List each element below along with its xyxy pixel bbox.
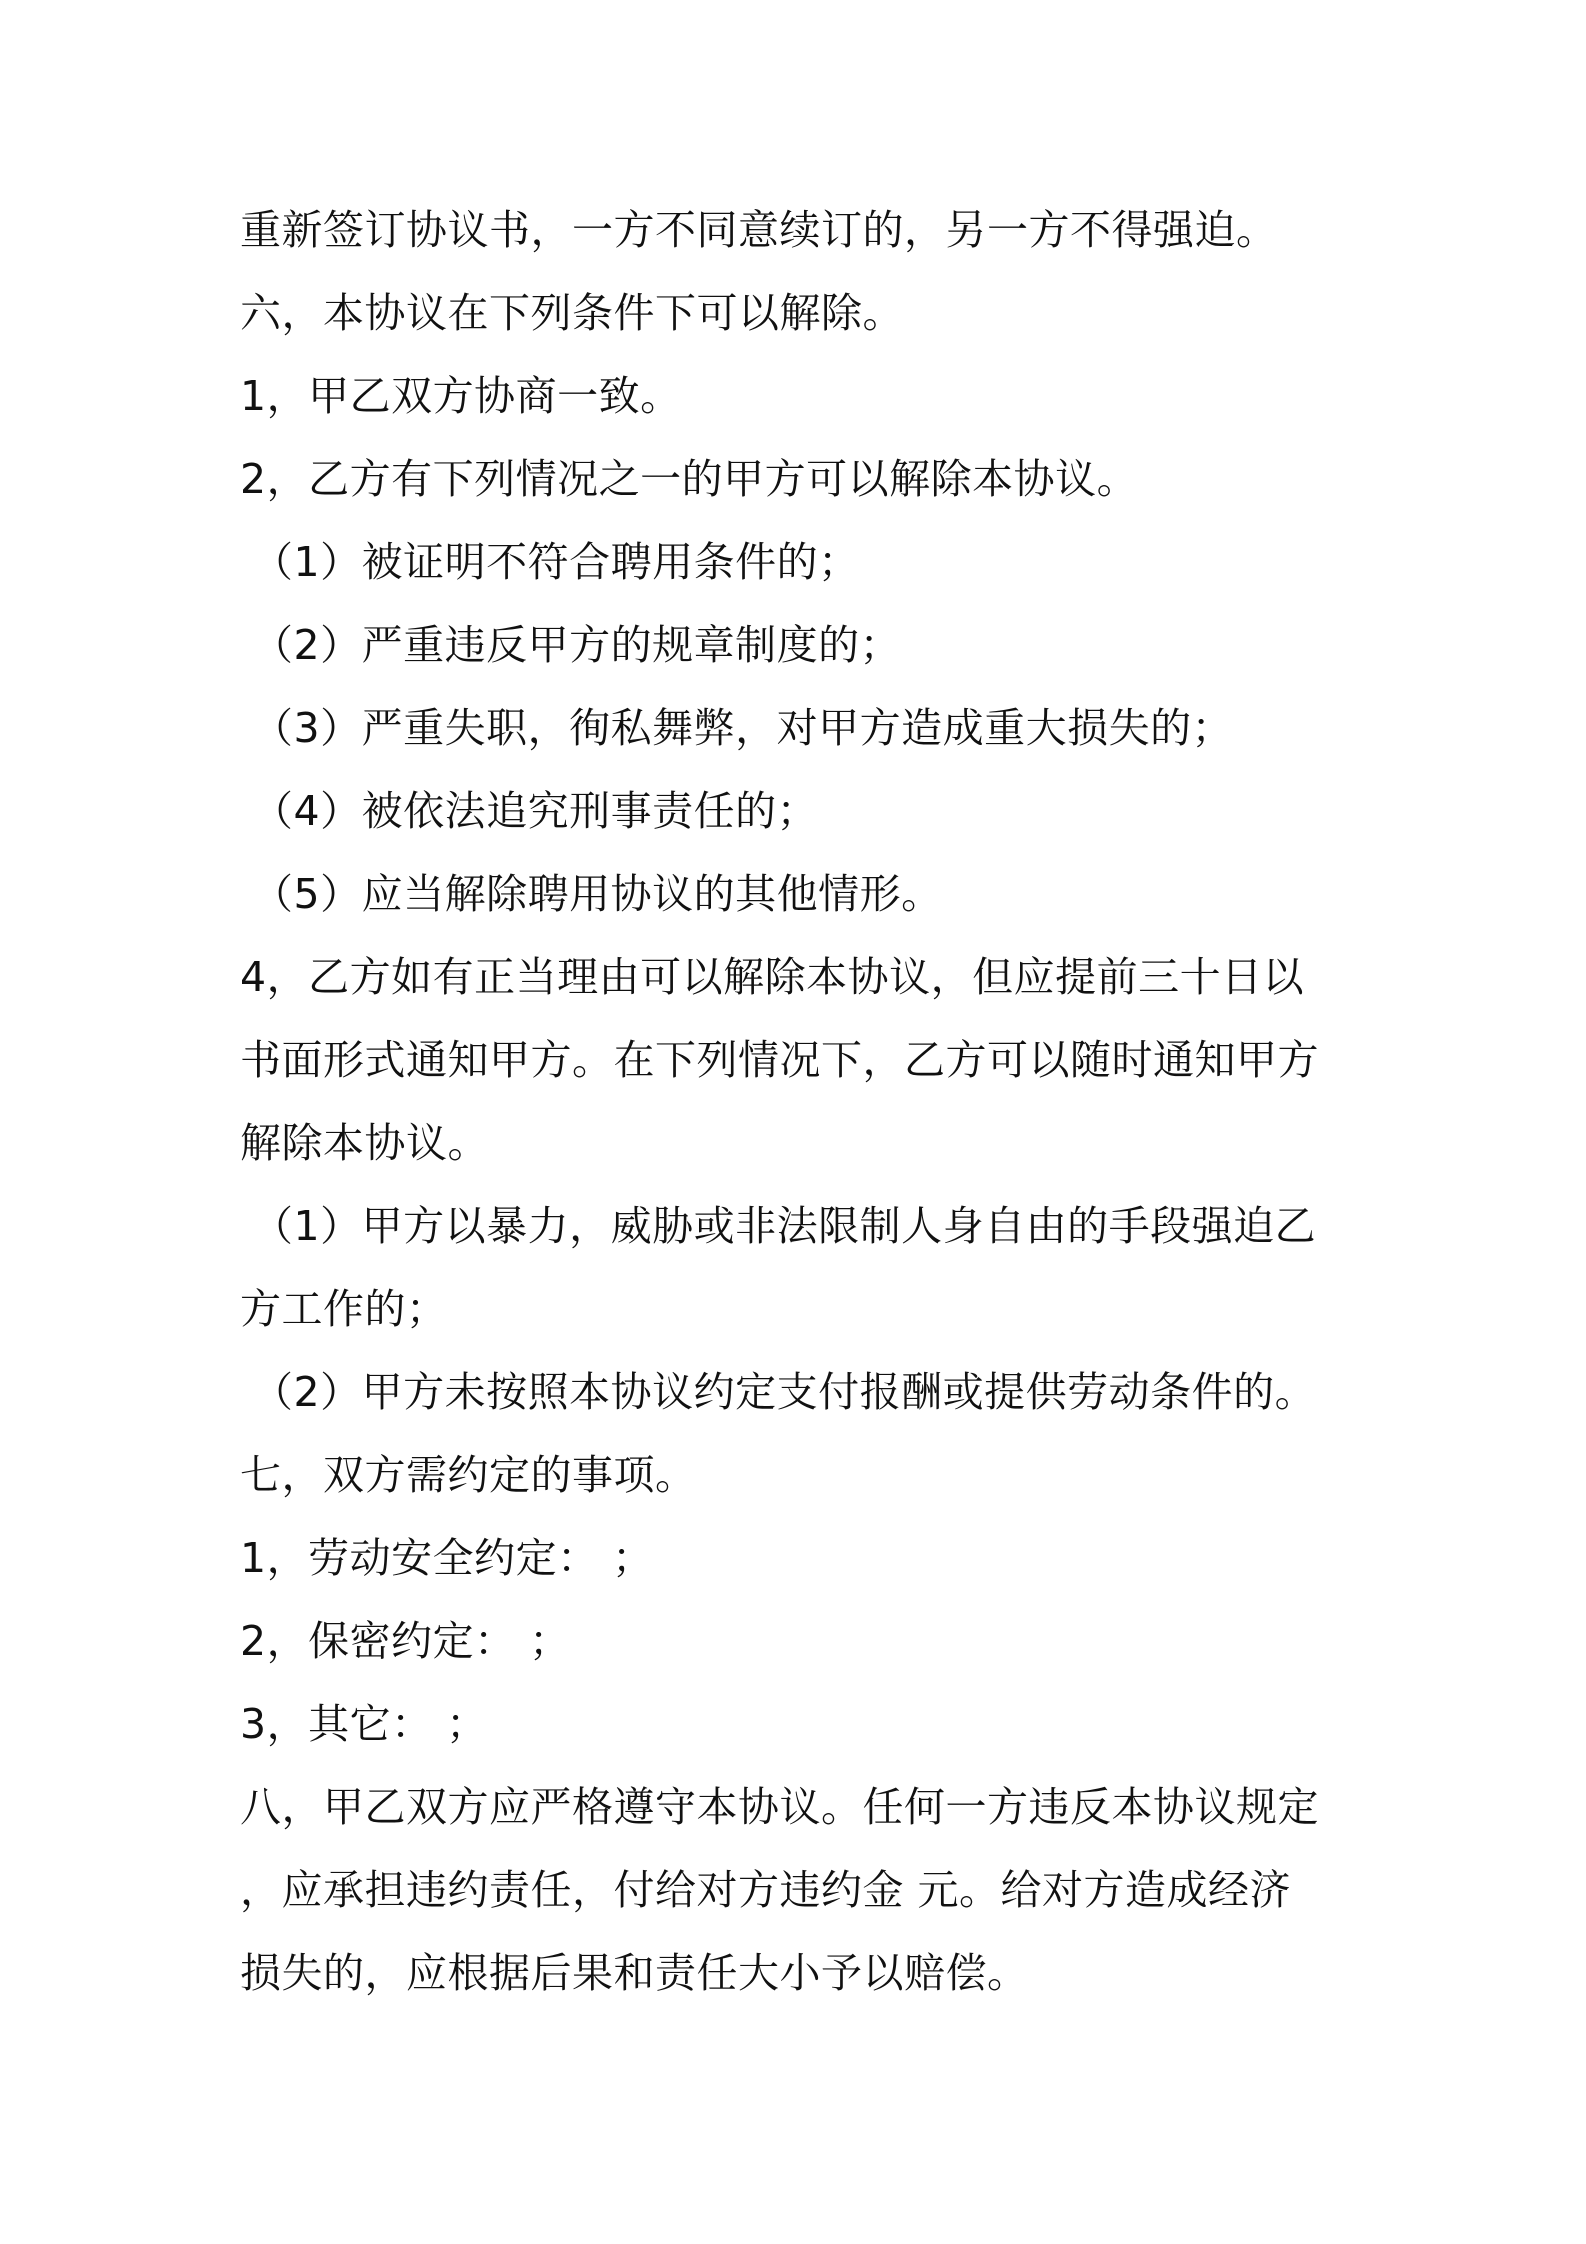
text-line: 损失的，应根据后果和责任大小予以赔偿。	[240, 1949, 1029, 1997]
text-line: 4，乙方如有正当理由可以解除本协议，但应提前三十日以	[240, 953, 1305, 1001]
text-line: 书面形式通知甲方。在下列情况下，乙方可以随时通知甲方	[240, 1036, 1319, 1084]
list-item: （2）严重违反甲方的规章制度的；	[252, 621, 902, 669]
text-line: 方工作的；	[240, 1285, 448, 1333]
text-line: ，应承担违约责任，付给对方违约金 元。给对方造成经济	[240, 1866, 1292, 1914]
text-line: 1，甲乙双方协商一致。	[240, 372, 682, 420]
text-line: 1，劳动安全约定： ；	[240, 1534, 654, 1582]
section-heading: 七，双方需约定的事项。	[240, 1451, 697, 1499]
list-item: （1）甲方以暴力，威胁或非法限制人身自由的手段强迫乙	[252, 1202, 1317, 1250]
text-line: 2，保密约定： ；	[240, 1617, 571, 1665]
text-line: 重新签订协议书，一方不同意续订的，另一方不得强迫。	[240, 206, 1278, 254]
section-heading: 八，甲乙双方应严格遵守本协议。任何一方违反本协议规定	[240, 1783, 1319, 1831]
section-heading: 六，本协议在下列条件下可以解除。	[240, 289, 904, 337]
text-line: 3，其它： ；	[240, 1700, 488, 1748]
list-item: （2）甲方未按照本协议约定支付报酬或提供劳动条件的。	[252, 1368, 1317, 1416]
text-line: 解除本协议。	[240, 1119, 489, 1167]
list-item: （3）严重失职，徇私舞弊，对甲方造成重大损失的；	[252, 704, 1234, 752]
text-line: 2，乙方有下列情况之一的甲方可以解除本协议。	[240, 455, 1139, 503]
list-item: （1）被证明不符合聘用条件的；	[252, 538, 860, 586]
list-item: （5）应当解除聘用协议的其他情形。	[252, 870, 943, 918]
list-item: （4）被依法追究刑事责任的；	[252, 787, 819, 835]
